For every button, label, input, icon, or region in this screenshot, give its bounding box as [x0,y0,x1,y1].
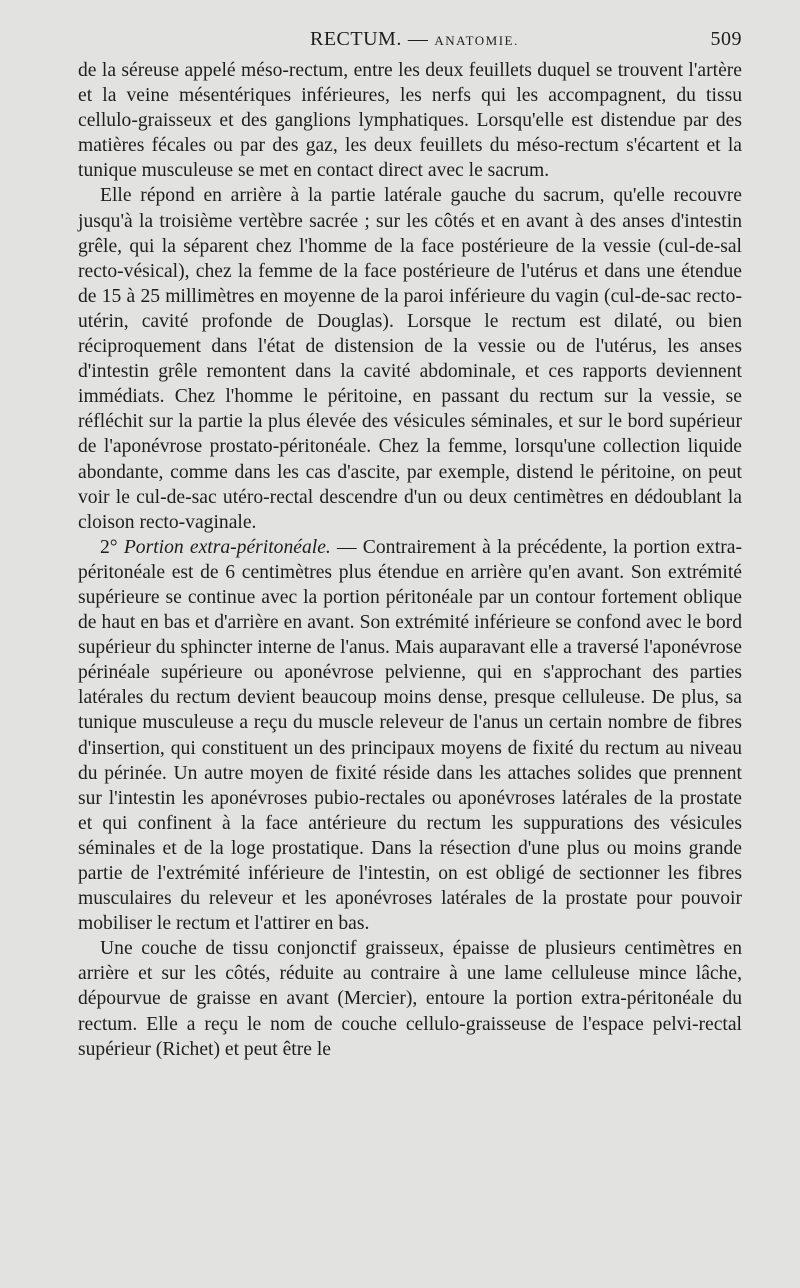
section-heading: Portion extra-péritonéale. [123,536,331,558]
paragraph: Elle répond en arrière à la partie latérale gauche du sacrum, qu'elle recouvre jusqu'à la troisième vertèbre sacrée ; sur les côtés et en avant à des anses d'intestin grêle, qui la séparent chez l'homme de la face postérieure de la vessie (cul-de-sal recto-vésical), chez la femme de la face postérieure de l'utérus et dans une étendue de 15 à 25 millimètres en moyenne de la paroi inférieure du vagin (cul-de-sac recto-utérin, cavité profonde de Douglas). Lorsque le rectum est dilaté, ou bien réciproquement dans l'état de distension de la vessie ou de l'utérus, les anses d'intestin grêle remontent dans la cavité abdominale, et ces rapports deviennent immédiats. Chez l'homme le péritoine, en passant du rectum sur la vessie, se réfléchit sur la partie la plus élevée des vésicules séminales, et sur le bord supérieur de l'aponévrose prostato-péritonéale. Chez la femme, lorsqu'une collection liquide abondante, comme dans les cas d'ascite, par exemple, distend le péritoine, on peut voir le cul-de-sac utéro-rectal descendre d'un ou deux centimètres en dédoublant la cloison recto-vaginale. [78,185,742,533]
paragraph-section-2 [78,535,742,937]
running-header [78,28,742,58]
header-subtitle: ANATOMIE. [434,33,519,48]
body-text [78,58,742,1062]
page-number: 509 [710,28,742,50]
header-dash: — [407,28,429,50]
running-title [310,28,519,51]
section-number: 2° [100,536,118,558]
paragraph-continuation: de la séreuse appelé méso-rectum, entre les deux feuillets duquel se trouvent l'artère et la veine mésentériques inférieures, les nerfs qui les accompagnent, du tissu cellulo-graisseux et des ganglions lymphatiques. Lorsqu'elle est distendue par des matières fécales ou par des gaz, les deux feuillets du méso-rectum s'écartent et la tunique musculeuse se met en contact direct avec le sacrum. [78,60,742,182]
section-text: — Contrairement à la précédente, la portion extra-péritonéale est de 6 centimètres plus étendue en arrière qu'en avant. Son extrémité supérieure se continue avec la portion péritonéale par un contour fortement oblique de haut en bas et d'arrière en avant. Son extrémité inférieure se confond avec le bord supérieur du sphincter interne de l'anus. Mais auparavant elle a traversé l'aponévrose périnéale supérieure ou aponévrose pelvienne, qui en s'approchant des parties latérales du rectum devient beaucoup moins dense, presque celluleuse. De plus, sa tunique musculeuse a reçu du muscle releveur de l'anus un certain nombre de fibres d'insertion, qui constituent un des principaux moyens de fixité du rectum au niveau du périnée. Un autre moyen de fixité réside dans les attaches solides que prennent sur l'intestin les aponévroses pubio-rectales ou aponévroses latérales de la prostate et qui confinent à la face antérieure du rectum les suppurations des vésicules séminales et de la loge prostatique. Dans la résection d'une plus ou moins grande partie de l'extrémité inférieure de l'intestin, on est obligé de sectionner les fibres musculaires du releveur et les aponévroses latérales de la prostate pour pouvoir mobiliser le rectum et l'attirer en bas. [78,536,742,935]
header-title: RECTUM. [310,28,402,50]
paragraph: Une couche de tissu conjonctif graisseux, épaisse de plusieurs centimètres en arrière et sur les côtés, réduite au contraire à une lame celluleuse mince lâche, dépourvue de graisse en avant (Mercier), entoure la portion extra-péritonéale du rectum. Elle a reçu le nom de couche cellulo-graisseuse de l'espace pelvi-rectal supérieur (Richet) et peut être le [78,938,742,1060]
